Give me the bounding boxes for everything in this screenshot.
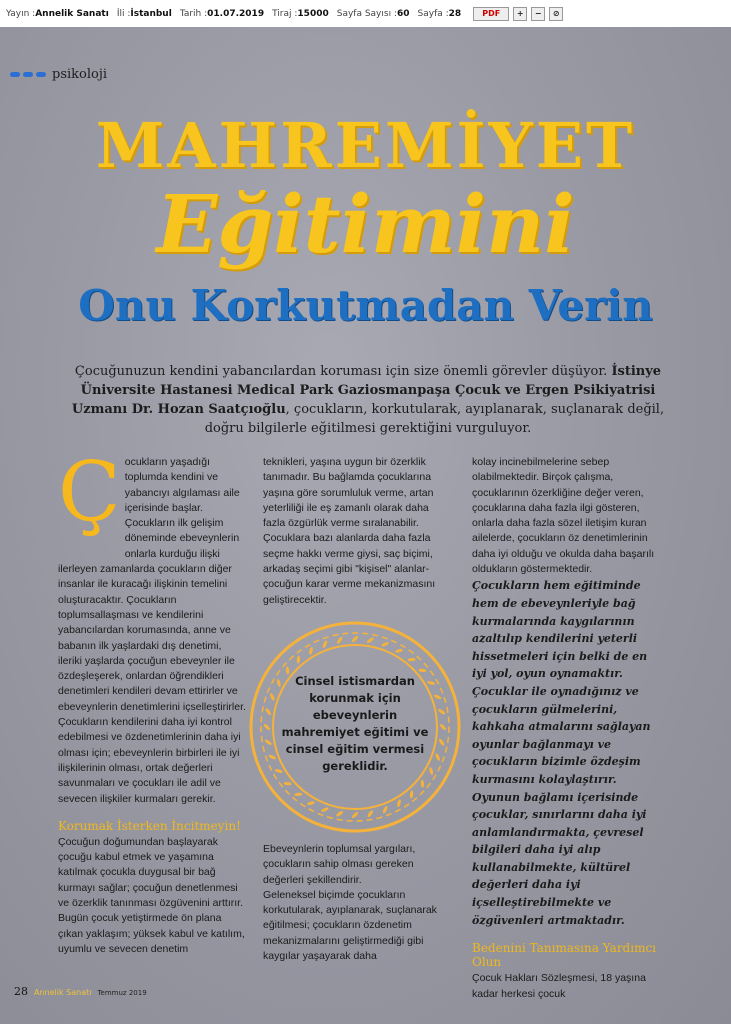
yayin-label: Yayın :	[6, 8, 36, 19]
column-1	[58, 445, 248, 957]
leaf-ornament	[322, 640, 328, 649]
leaf-ornament	[396, 799, 401, 808]
magazine-page	[0, 27, 731, 1024]
tiraj-label: Tiraj :	[272, 8, 298, 19]
leaf-ornament	[265, 708, 272, 716]
publication-info-bar	[0, 0, 731, 27]
col2-paragraph-2: Ebeveynlerin toplumsal yargıları, çocukların sahip olması gereken değerleri şekillendirir.	[263, 843, 416, 886]
col3-paragraph-1: kolay incinebilmelerine sebep olabilmektedir. Birçok çalışma, çocuklarının özerkliğine değer veren, çocuklarına daha fazla ilgi gösteren, onlarla daha fazla sözel iletişim kuran ailelerde, çocukların öz denetimlerinin daha iyi olduğu ve okulda daha başarılı oldukların göstermektedir.	[472, 456, 655, 576]
tarih-value: 01.07.2019	[207, 8, 265, 19]
col3-paragraph-2: Çocuk Hakları Sözleşmesi, 18 yaşına kadar herkesi çocuk	[472, 972, 646, 1000]
yayin-value: Annelik Sanatı	[35, 8, 109, 19]
leaf-ornament	[382, 805, 388, 814]
leaf-ornament	[366, 637, 374, 644]
leaf-ornament	[308, 647, 313, 656]
column-2-top	[263, 455, 453, 608]
lead-text-bold: İstinye Üniversite Hastanesi Medical Park Gaziosmanpaşa Çocuk ve Ergen Psikiyatrisi Uzmanı Dr. Hozan Saatçıoğlu	[71, 364, 662, 417]
section-label: psikoloji	[52, 67, 108, 82]
leaf-ornament	[438, 708, 446, 715]
issue-date: Temmuz 2019	[97, 989, 147, 997]
col1-paragraph-2: Çocuğun doğumundan başlayarak çocuğu kabul etmek ve yaşamına katılmak çocukla duygusal bir bağ kurmayı sağlar; çocuğun denetlenmesi ve özerklik tanınması özgüvenini arttırır. Bugün çocuk yetiştirmede ön plana çıkan yaklaşım; yüksek kabul ve katılım, uyumlu ve sevecen denetim	[58, 835, 245, 955]
zoom-out-button[interactable]: −	[531, 7, 545, 21]
leaf-ornament	[263, 723, 271, 731]
dropcap: Ç	[58, 445, 121, 540]
col3-italic-paragraph: Çocukların hem eğitiminde hem de ebeveynleriyle bağ kurmalarında kaygılarının azaltılıp kendilerini yeterli hissetmeleri için belki de en iyi yol, oyun oynamaktır. Çocuklar ile oynadığınız ve çocukların gülmelerini, kahkaha atmalarını sağlayan oyunlar bağlanmayı ve çocukların bizimle özdeşim kurmasını kolaylaştırır. Oyunun bağlamı içerisinde çocuklar, sınırlarını daha iyi anlamlandırmakta, çevresel bilgileri daha iyi alıp kullanabilmekte, kültürel değerleri daha iyi içselleştirebilmekte ve özgüvenleri artmaktadır.	[472, 579, 651, 927]
col1-paragraph-1: ocukların yaşadığı toplumda kendini ve yabancıyı algılaması aile içerisinde başlar. Çocukların ilk gelişim döneminde ebeveynlerin onlarla kurduğu ilişki ilerleyen zamanlarda çocukların diğer insanlar ile kuracağı ilişkinin temelini oluşturacaktır. Çocukların toplumsallaşması ve kendilerini yabancılardan korumasında, anne ve babanın ilk yaşlardaki dış denetimi, ileriki yaşlarda çocuğun ebeveynler ile özdeşleşerek, onlardan öğrendikleri denetimleri kendileri devam ettirirler ve ebeveynlerin denetimlerini içselleştirirler. Çocukların kendilerini daha iyi kontrol edebilmesi ve özdenetimlerinin daha iyi olması için; ebeveynlerin birbirleri ile iyi ilişkilerinin olması, ortak değerleri savunmaları ve çocukları ile adil ve sevecen ilişkiler kurmaları gerekir.	[58, 456, 246, 805]
leaf-ornament	[294, 792, 302, 796]
leaf-ornament	[418, 668, 426, 672]
leaf-ornament	[439, 723, 447, 731]
page-footer	[14, 985, 147, 998]
leaf-ornament	[269, 693, 275, 702]
sayfa-label: Sayfa :	[417, 8, 449, 19]
il-value: İstanbul	[130, 8, 172, 19]
leaf-ornament	[307, 801, 316, 806]
leaf-ornament	[351, 811, 359, 819]
tiraj-value: 15000	[297, 8, 329, 19]
col1-subheading: Korumak İsterken İncitmeyin!	[58, 818, 241, 833]
leaf-ornament	[433, 694, 442, 700]
il-label: İli :	[116, 8, 131, 19]
pdf-button[interactable]: PDF	[473, 7, 509, 21]
page-number: 28	[14, 985, 28, 998]
leaf-ornament	[321, 807, 330, 813]
reset-zoom-button[interactable]: ⊘	[549, 7, 563, 21]
title-line-2: Eğitimini	[156, 177, 575, 271]
leaf-ornament	[367, 810, 374, 818]
section-header	[10, 67, 107, 82]
leaf-ornament	[438, 738, 445, 746]
leaf-ornament	[283, 782, 291, 786]
col2-paragraph-1: teknikleri, yaşına uygun bir özerklik tanımadır. Bu bağlamda çocuklarına yaşına göre sorumluluk verme, artan yeterliliği ile eş zamanlı olarak daha fazla özgürlük verme sıralanabilir. Çocuklara bazı alanlarda daha fazla seçme hakkı verme giysi, saç biçimi, arkadaş seçimi gibi "kişisel" alanlar-çocuğun karar verme mekanizmasını geliştirecektir.	[263, 456, 436, 606]
lead-paragraph	[58, 362, 678, 438]
lead-text-1: Çocuğunuzun kendini yabancılardan koruması için size önemli görevler düşüyor.	[74, 364, 612, 379]
leaf-ornament	[410, 790, 414, 798]
title-line-1: MAHREMİYET	[95, 109, 636, 182]
sayfa-value: 28	[448, 8, 462, 19]
zoom-in-button[interactable]: +	[513, 7, 527, 21]
leaf-ornament	[407, 658, 415, 662]
title-line-3: Onu Korkutmadan Verin	[78, 281, 653, 330]
leaf-ornament	[336, 810, 344, 817]
leaf-ornament	[381, 641, 390, 647]
leaf-ornament	[351, 635, 359, 643]
leaf-ornament	[435, 753, 441, 762]
leaf-ornament	[336, 636, 343, 644]
sayfa-sayisi-label: Sayfa Sayısı :	[336, 8, 397, 19]
col2-paragraph-3: Geleneksel biçimde çocukların korkutularak, ayıplanarak, suçlanarak eğitilmesi; çocukların özdenetim mekanizmalarını geliştirmediği gibi kaygılar yaşayarak daha	[263, 888, 437, 963]
tarih-label: Tarih :	[179, 8, 208, 19]
col3-subheading: Bedenini Tanımasına Yardımcı Olun	[472, 941, 657, 970]
leaf-ornament	[268, 754, 277, 760]
column-3	[472, 455, 662, 1002]
leaf-ornament	[420, 779, 424, 787]
column-2-bottom	[263, 842, 453, 964]
leaf-ornament	[296, 655, 300, 663]
pull-quote: Cinsel istismardan korunmak için ebeveynlerin mahremiyet eğitimi ve cinsel eğitim vermesi gereklidir.	[281, 674, 429, 773]
leaf-ornament	[395, 648, 404, 653]
lead-text-2: , çocukların, korkutularak, ayıplanarak, suçlanarak değil, doğru bilgilerle eğitilmesi gerektiğini vurguluyor.	[204, 402, 665, 436]
section-dots-icon	[10, 72, 46, 77]
magazine-name: Annelik Sanatı	[34, 988, 92, 997]
leaf-ornament	[264, 739, 272, 746]
sayfa-sayisi-value: 60	[396, 8, 410, 19]
